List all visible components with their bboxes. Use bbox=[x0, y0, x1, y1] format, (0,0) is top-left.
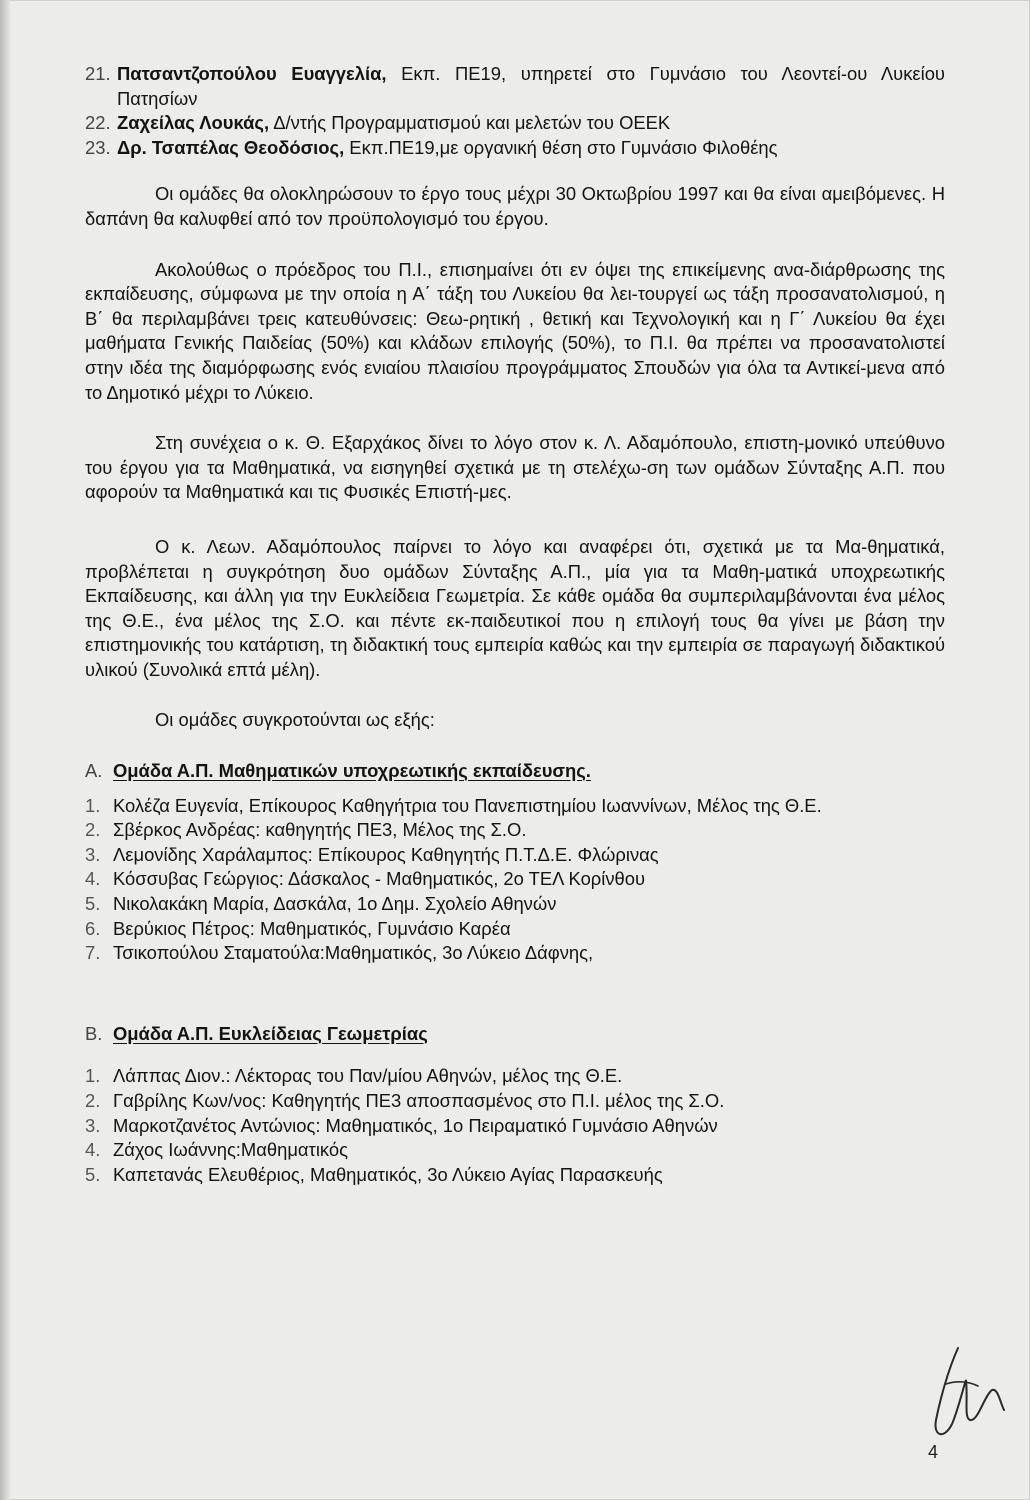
item-number: 21. bbox=[85, 63, 111, 84]
paragraph-exarchakos: Στη συνέχεια ο κ. Θ. Εξαρχάκος δίνει το λόγο στον κ. Λ. Αδαμόπουλο, επιστη-μονικό υπεύθυνο του έργου για τα Μαθηματικά, να εισηγηθεί σχετικά με τη στελέχω-ση των ομάδων Σύνταξης Α.Π. που αφορούν τα Μαθηματικά και τις Φυσικές Επιστή-μες. bbox=[85, 432, 945, 503]
member-item: 2. Σβέρκος Ανδρέας: καθηγητής ΠΕ3, Μέλος της Σ.Ο. bbox=[85, 819, 527, 841]
item-description: Εκπ. ΠΕ19, υπηρετεί στο Γυμνάσιο του Λεοντεί-ου Λυκείου Πατησίων bbox=[117, 63, 945, 109]
paragraph-adamopoulos: Ο κ. Λεων. Αδαμόπουλος παίρνει το λόγο και αναφέρει ότι, σχετικά με τα Μα-θηματικά, προβλέπεται η συγκρότηση δυο ομάδων Σύνταξης Α.Π., μία για τα Μαθη-ματικά υποχρεωτικής Εκπαίδευσης, και άλλη για την Ευκλείδεια Γεωμετρία. Σε κάθε ομάδα θα συμπεριλαμβάνονται ένα μέλος της Θ.Ε., ένα μέλος της Σ.Ο. και πέντε εκ-παιδευτικοί που η επιλογή τους θα γίνει με βάση την επιστημονικής του κατάρτιση, τη διδακτική τους εμπειρία καθώς και την εμπειρία σε παραγωγή διδακτικού υλικού (Συνολικά επτά μέλη). bbox=[85, 535, 945, 680]
section-letter: Β. bbox=[85, 1022, 103, 1044]
section-title: Ομάδα Α.Π. Ευκλείδειας Γεωμετρίας bbox=[113, 1022, 428, 1044]
member-item: 7. Τσικοπούλου Σταματούλα:Μαθηματικός, 3ο Λύκειο Δάφνης, bbox=[85, 942, 594, 964]
item-number: 23. bbox=[85, 136, 111, 158]
section-a-heading bbox=[85, 759, 945, 784]
member-item: 3. Λεμονίδης Χαράλαμπος: Επίκουρος Καθηγητής Π.Τ.Δ.Ε. Φλώρινας bbox=[85, 843, 659, 865]
list-item bbox=[85, 62, 945, 111]
list-item bbox=[85, 136, 945, 161]
member-item: 6. Βερύκιος Πέτρος: Μαθηματικός, Γυμνάσιο Καρέα bbox=[85, 917, 511, 939]
paragraph-groups-intro: Οι ομάδες συγκροτούνται ως εξής: bbox=[155, 709, 435, 731]
page-number: 4 bbox=[928, 1442, 939, 1462]
paragraph-president-remarks: Ακολούθως ο πρόεδρος του Π.Ι., επισημαίνει ότι εν όψει της επικείμενης ανα-διάρθρωσης της εκπαίδευσης, σύμφωνα με την οποία η Α΄ τάξη του Λυκείου θα λει-τουργεί ως τάξη προσανατολισμού, η Β΄ θα περιλαμβάνει τρεις κατευθύνσεις: Θεω-ρητική , θετική και Τεχνολογική και η Γ΄ Λυκείου θα έχει μαθήματα Γενικής Παιδείας (50%) και κλάδων επιλογής (50%), το Π.Ι. θα πρέπει να προσανατολιστεί στην ιδέα της διαμόρφωσης ενός ενιαίου πλαισίου προγράμματος Σπουδών για όλα τα Αντικεί-μενα από το Δημοτικό μέχρι το Λύκειο. bbox=[85, 258, 945, 403]
member-item: 1. Κολέζα Ευγενία, Επίκουρος Καθηγήτρια του Πανεπιστημίου Ιωαννίνων, Μέλος της Θ.Ε. bbox=[85, 794, 822, 816]
section-b-heading bbox=[85, 1022, 945, 1047]
member-item: 5. Καπετανάς Ελευθέριος, Μαθηματικός, 3ο Λύκειο Αγίας Παρασκευής bbox=[85, 1163, 663, 1185]
section-title: Ομάδα Α.Π. Μαθηματικών υποχρεωτικής εκπαίδευσης. bbox=[113, 760, 591, 782]
item-number: 22. bbox=[85, 112, 111, 134]
page-content bbox=[85, 62, 945, 1187]
member-item: 1. Λάππας Διον.: Λέκτορας του Παν/μίου Αθηνών, μέλος της Θ.Ε. bbox=[85, 1065, 623, 1087]
member-item: 4. Ζάχος Ιωάννης:Μαθηματικός bbox=[85, 1139, 348, 1161]
member-item: 4. Κόσσυβας Γεώργιος: Δάσκαλος - Μαθηματικός, 2ο ΤΕΛ Κορίνθου bbox=[85, 868, 646, 890]
item-name: Ζαχείλας Λουκάς, bbox=[117, 112, 270, 134]
list-item bbox=[85, 111, 945, 136]
item-description: Εκπ.ΠΕ19,με οργανική θέση στο Γυμνάσιο Φιλοθέης bbox=[344, 136, 778, 158]
member-item: 5. Νικολακάκη Μαρία, Δασκάλα, 1ο Δημ. Σχολείο Αθηνών bbox=[85, 893, 557, 915]
item-description: Δ/ντής Προγραμματισμού και μελετών του ΟΕΕΚ bbox=[269, 112, 671, 134]
member-item: 2. Γαβρίλης Κων/νος: Καθηγητής ΠΕ3 αποσπασμένος στο Π.Ι. μέλος της Σ.Ο. bbox=[85, 1090, 725, 1111]
section-a-members bbox=[85, 794, 945, 966]
item-name: Πατσαντζοπούλου Ευαγγελία, bbox=[117, 63, 387, 84]
section-letter: Α. bbox=[85, 760, 103, 782]
item-name: Δρ. Τσαπέλας Θεοδόσιος, bbox=[117, 136, 345, 158]
member-item: 3. Μαρκοτζανέτος Αντώνιος: Μαθηματικός, 1ο Πειραματικό Γυμνάσιο Αθηνών bbox=[85, 1114, 718, 1136]
handwritten-signature bbox=[918, 1340, 1008, 1450]
paragraph-completion: Οι ομάδες θα ολοκληρώσουν το έργο τους μέχρι 30 Οκτωβρίου 1997 και θα είναι αμειβόμενες. Η δαπάνη θα καλυφθεί από τον προϋπολογισμό του έργου. bbox=[85, 183, 945, 229]
section-b-members bbox=[85, 1064, 945, 1187]
